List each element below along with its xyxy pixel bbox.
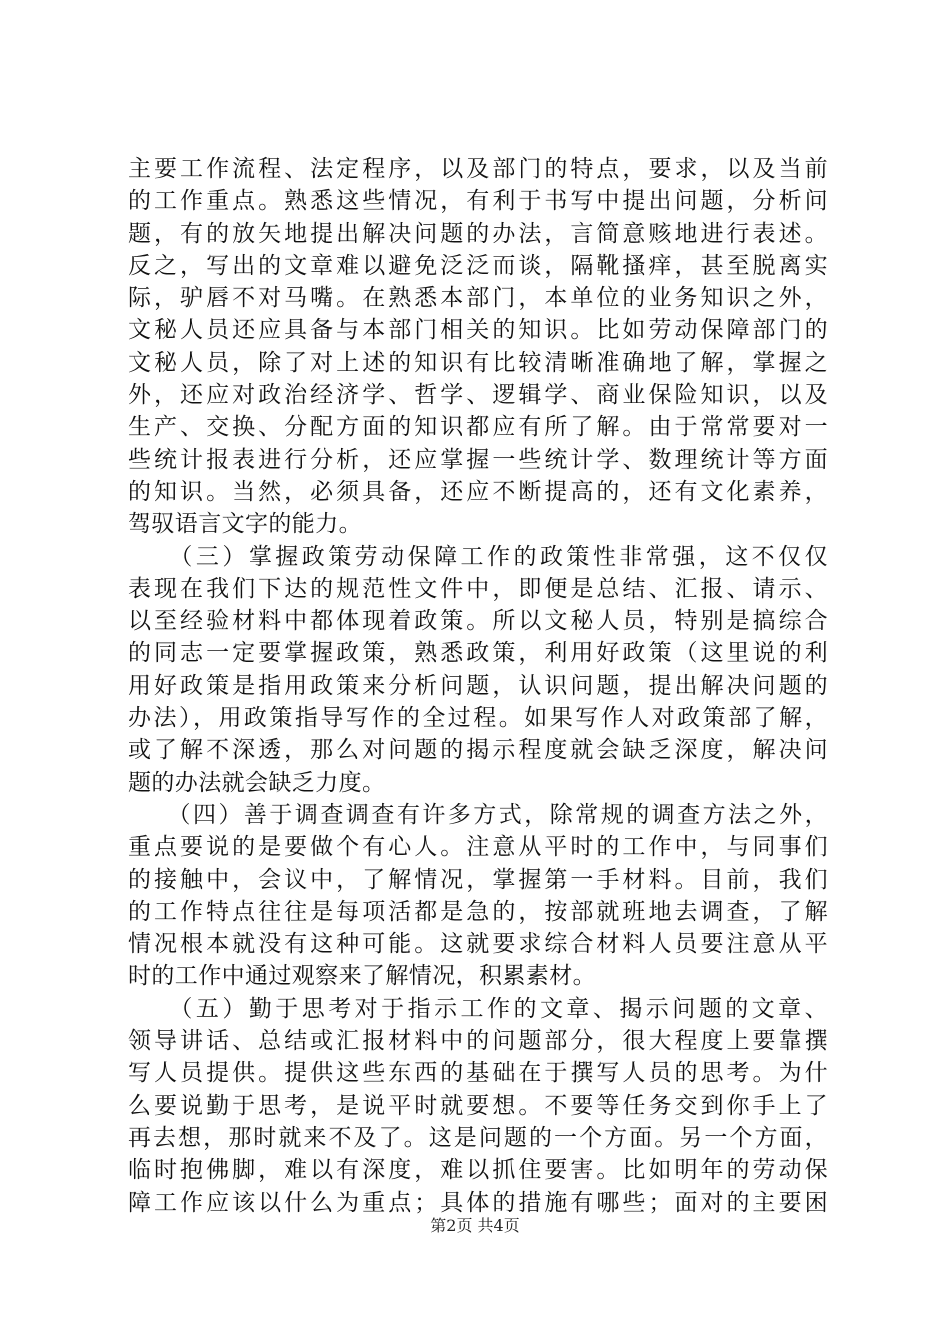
text-line: 些统计报表进行分析，还应掌握一些统计学、数理统计等方面	[128, 446, 828, 473]
text-line: 的工作重点。熟悉这些情况，有利于书写中提出问题，分析问	[128, 188, 828, 215]
text-line: 题，有的放矢地提出解决问题的办法，言简意赅地进行表述。	[128, 220, 828, 247]
text-line: 生产、交换、分配方面的知识都应有所了解。由于常常要对一	[128, 414, 828, 441]
text-line: 的接触中，会议中，了解情况，掌握第一手材料。目前，我们	[128, 866, 828, 893]
text-line: （三）掌握政策劳动保障工作的政策性非常强，这不仅仅	[128, 543, 828, 570]
text-line: 领导讲话、总结或汇报材料中的问题部分，很大程度上要靠撰	[128, 1028, 828, 1055]
text-line: 的同志一定要掌握政策，熟悉政策，利用好政策（这里说的利	[128, 640, 828, 667]
text-line: 写人员提供。提供这些东西的基础在于撰写人员的思考。为什	[128, 1060, 828, 1087]
text-line: 情况根本就没有这种可能。这就要求综合材料人员要注意从平	[128, 931, 828, 958]
text-line: 临时抱佛脚，难以有深度，难以抓住要害。比如明年的劳动保	[128, 1157, 828, 1184]
text-line: 用好政策是指用政策来分析问题，认识问题，提出解决问题的	[128, 672, 828, 699]
text-line: （四）善于调查调查有许多方式，除常规的调查方法之外，	[128, 801, 828, 828]
text-line: 再去想，那时就来不及了。这是问题的一个方面。另一个方面，	[128, 1124, 828, 1151]
text-line: 表现在我们下达的规范性文件中，即便是总结、汇报、请示、	[128, 575, 828, 602]
text-line: 时的工作中通过观察来了解情况，积累素材。	[128, 963, 596, 990]
body-text	[128, 153, 828, 1219]
text-line: （五）勤于思考对于指示工作的文章、揭示问题的文章、	[128, 995, 828, 1022]
text-line: 重点要说的是要做个有心人。注意从平时的工作中，与同事们	[128, 834, 828, 861]
page-footer: 第2页 共4页	[430, 1216, 520, 1235]
text-line: 以至经验材料中都体现着政策。所以文秘人员，特别是搞综合	[128, 608, 828, 635]
text-line: 际，驴唇不对马嘴。在熟悉本部门，本单位的业务知识之外，	[128, 285, 828, 312]
text-line: 外，还应对政治经济学、哲学、逻辑学、商业保险知识，以及	[128, 382, 828, 409]
text-line: 障工作应该以什么为重点；具体的措施有哪些；面对的主要困	[128, 1189, 828, 1216]
text-line: 驾驭语言文字的能力。	[128, 511, 362, 538]
text-line: 反之，写出的文章难以避免泛泛而谈，隔靴搔痒，甚至脱离实	[128, 252, 828, 279]
text-line: 的工作特点往往是每项活都是急的，按部就班地去调查，了解	[128, 898, 828, 925]
text-line: 么要说勤于思考，是说平时就要想。不要等任务交到你手上了	[128, 1092, 828, 1119]
text-line: 的知识。当然，必须具备，还应不断提高的，还有文化素养，	[128, 478, 828, 505]
text-line: 主要工作流程、法定程序，以及部门的特点，要求，以及当前	[128, 156, 828, 182]
text-line: 文秘人员还应具备与本部门相关的知识。比如劳动保障部门的	[128, 317, 828, 344]
text-line: 文秘人员，除了对上述的知识有比较清晰准确地了解，掌握之	[128, 349, 828, 376]
text-line: 题的办法就会缺乏力度。	[128, 769, 386, 796]
text-line: 或了解不深透，那么对问题的揭示程度就会缺乏深度，解决问	[128, 737, 828, 764]
text-line: 办法），用政策指导写作的全过程。如果写作人对政策部了解，	[128, 705, 828, 732]
